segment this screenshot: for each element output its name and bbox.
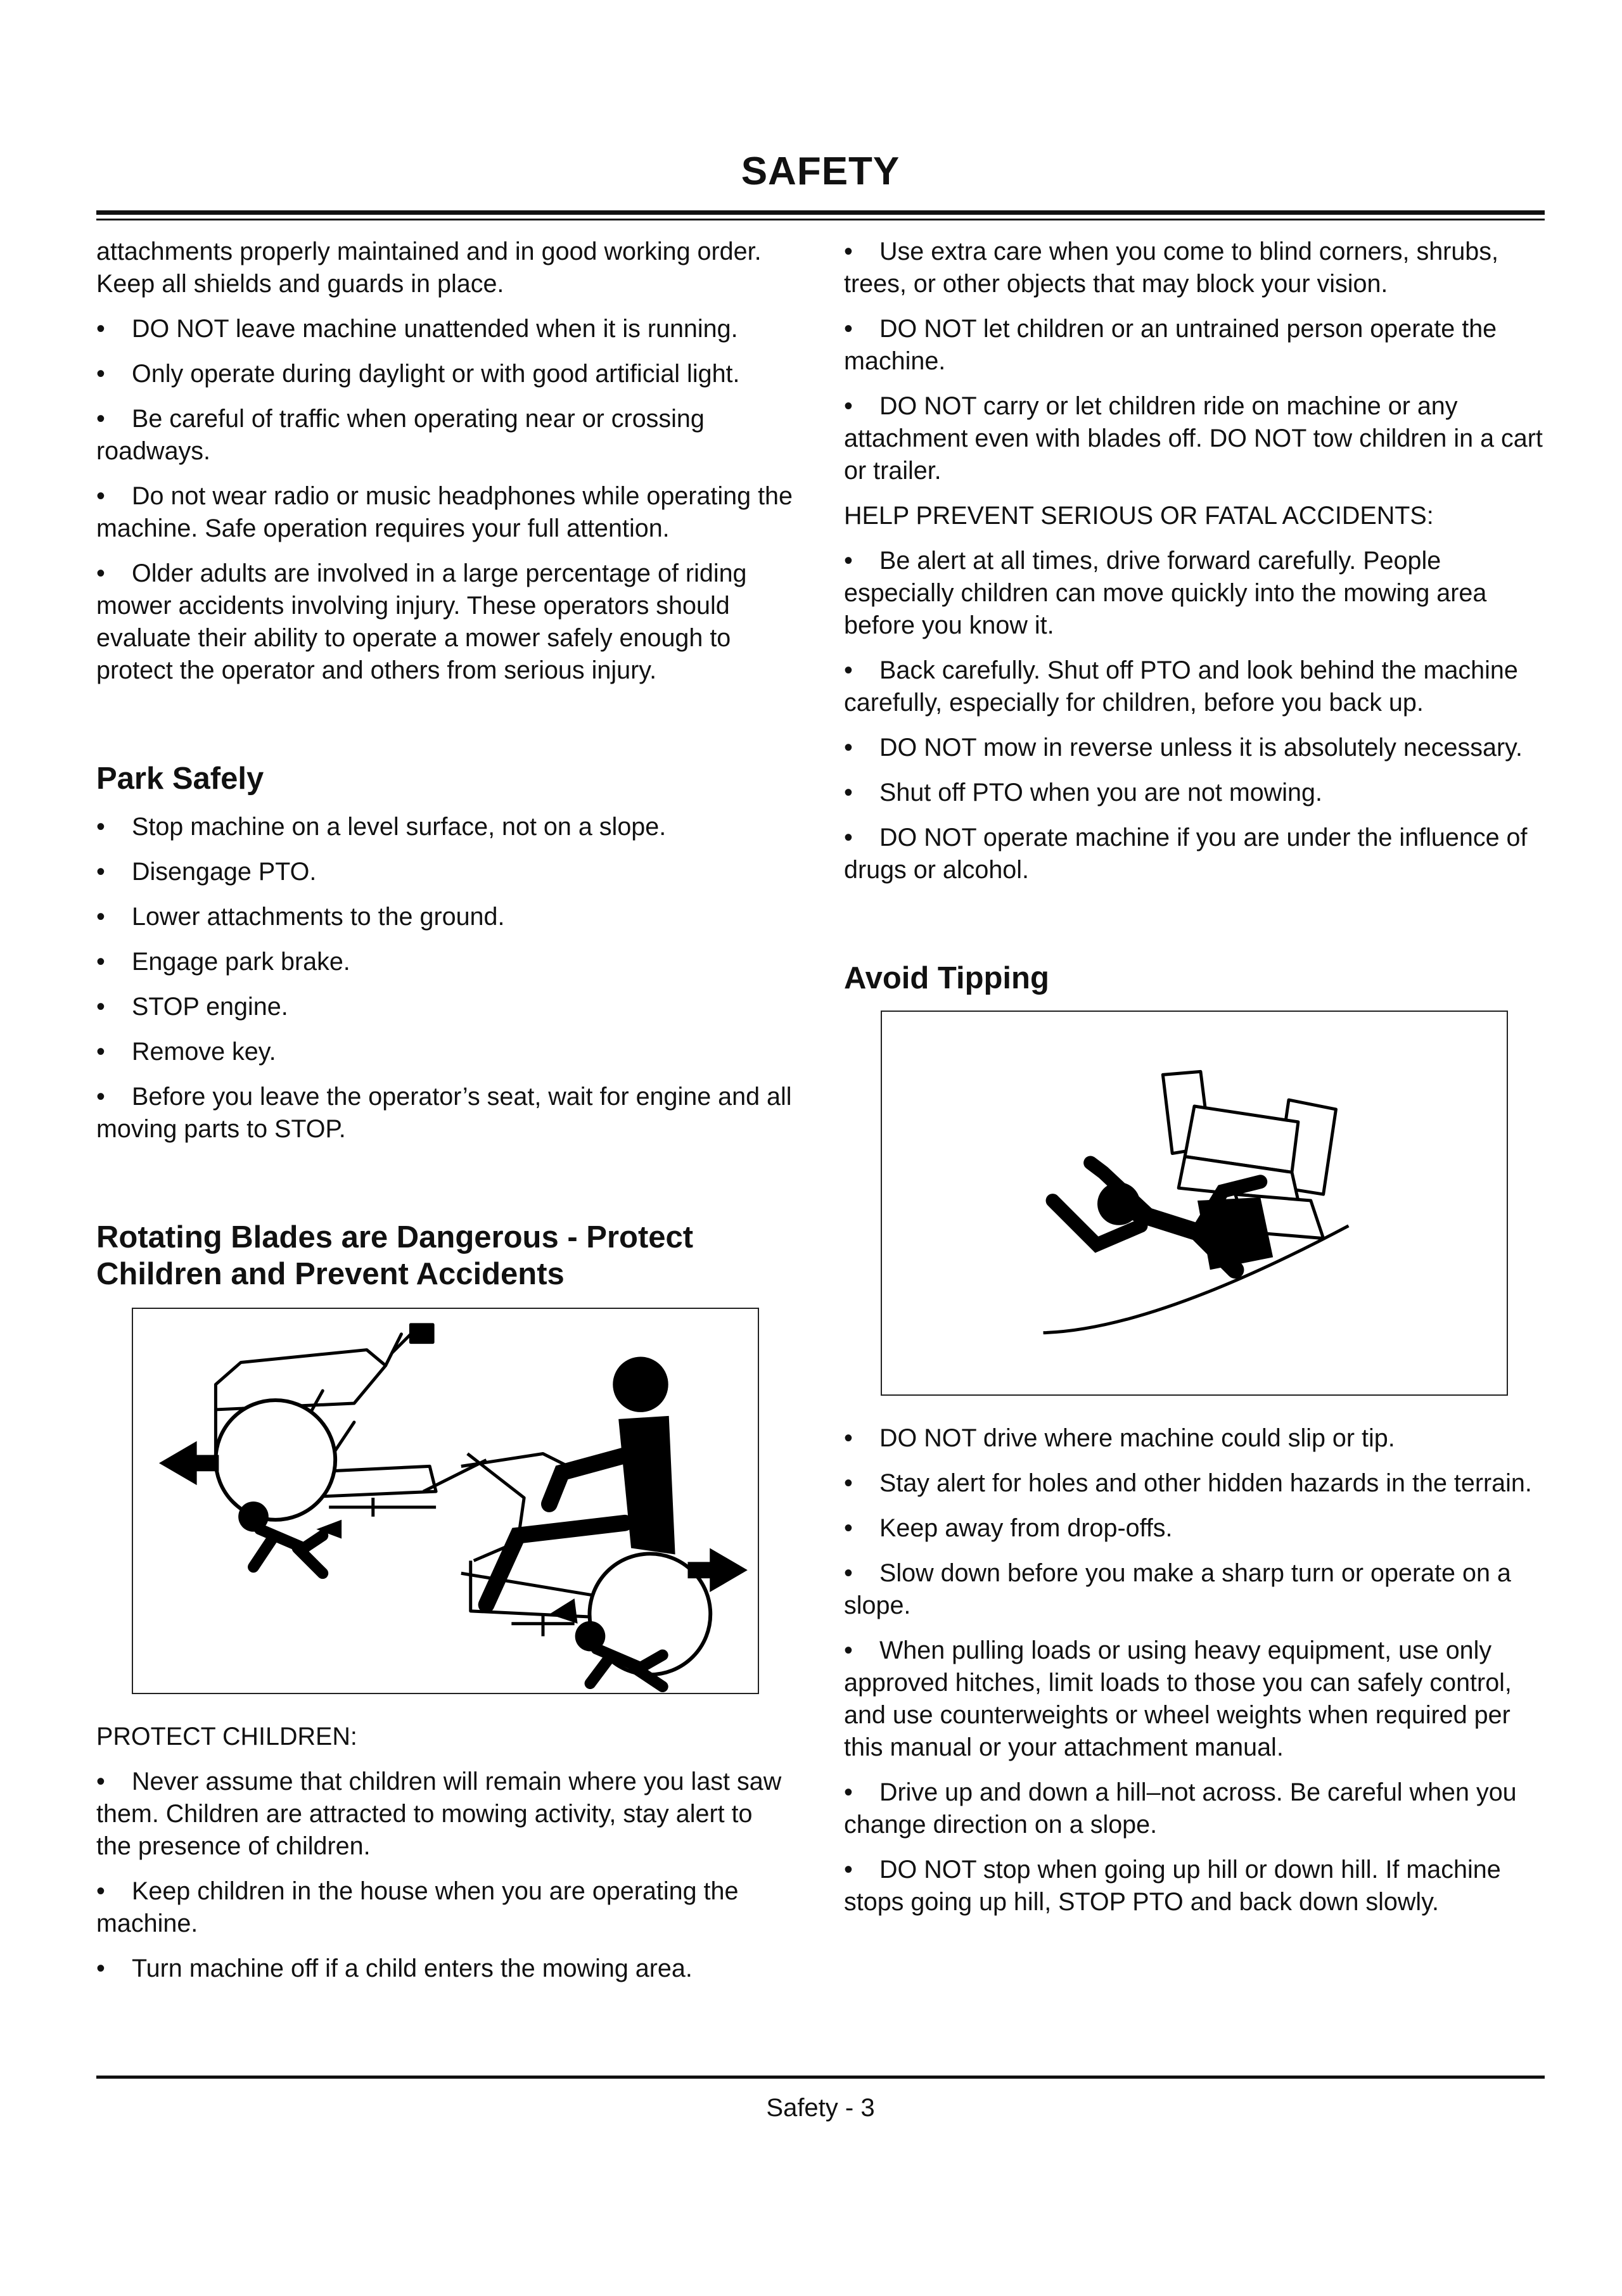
avoid-tipping-heading: Avoid Tipping	[844, 961, 1049, 995]
tipping-tractor-drawing	[882, 1012, 1507, 1394]
bullet-item: • Use extra care when you come to blind corners, shrubs, trees, or other objects that may block your vision.	[844, 236, 1545, 300]
bullet-item: • Shut off PTO when you are not mowing.	[844, 777, 1545, 809]
header-rule-thick	[96, 210, 1545, 215]
bullet-item: • Only operate during daylight or with good artificial light.	[96, 358, 793, 390]
right-column	[844, 236, 1545, 1931]
footer-rule	[96, 2076, 1545, 2079]
rotating-blades-heading-line1: Rotating Blades are Dangerous - Protect	[96, 1220, 694, 1254]
bullet-item: • Older adults are involved in a large percentage of riding mower accidents involving injury. These operators should evaluate their ability to operate a mower safely enough to protect the operator and others from serious injury.	[96, 558, 793, 687]
park-safely-heading: Park Safely	[96, 762, 264, 796]
bullet-item: • Drive up and down a hill–not across. Be careful when you change direction on a slope.	[844, 1776, 1545, 1841]
bullet-item: • Keep away from drop-offs.	[844, 1512, 1545, 1545]
bullet-item: • Lower attachments to the ground.	[96, 901, 793, 933]
bullet-item: • When pulling loads or using heavy equipment, use only approved hitches, limit loads to those you can safely control, and use counterweights or wheel weights when required per this manual or your attachment manual.	[844, 1635, 1545, 1764]
bullet-item: • DO NOT stop when going up hill or down hill. If machine stops going up hill, STOP PTO and back down slowly.	[844, 1854, 1545, 1918]
bullet-item: • Be careful of traffic when operating near or crossing roadways.	[96, 403, 793, 468]
bullet-item: • Turn machine off if a child enters the mowing area.	[96, 1953, 793, 1985]
bullet-item: • DO NOT operate machine if you are under the influence of drugs or alcohol.	[844, 822, 1545, 886]
rotating-blades-heading	[96, 1219, 793, 1292]
left-column	[96, 236, 793, 1998]
protect-children-illustration	[132, 1308, 759, 1694]
bullet-item: • Never assume that children will remain where you last saw them. Children are attracted to mowing activity, stay alert to the presence of children.	[96, 1766, 793, 1863]
bullet-item: • DO NOT let children or an untrained person operate the machine.	[844, 313, 1545, 378]
rotating-blades-heading-line2: Children and Prevent Accidents	[96, 1257, 565, 1291]
bullet-item: • Stay alert for holes and other hidden hazards in the terrain.	[844, 1467, 1545, 1500]
bullet-item: • Do not wear radio or music headphones while operating the machine. Safe operation requires your full attention.	[96, 480, 793, 545]
bullet-item: • Stop machine on a level surface, not on a slope.	[96, 811, 793, 843]
protect-children-label: PROTECT CHILDREN:	[96, 1723, 357, 1751]
page-title: SAFETY	[741, 150, 900, 193]
bullet-item: • Engage park brake.	[96, 946, 793, 978]
intro-paragraph: attachments properly maintained and in good working order. Keep all shields and guards in place.	[96, 238, 762, 298]
bullet-item: • STOP engine.	[96, 991, 793, 1023]
avoid-tipping-illustration	[881, 1011, 1508, 1396]
page-number: Safety - 3	[766, 2094, 875, 2122]
bullet-item: • Be alert at all times, drive forward carefully. People especially children can move quickly into the mowing area before you know it.	[844, 545, 1545, 642]
bullet-item: • DO NOT mow in reverse unless it is absolutely necessary.	[844, 732, 1545, 764]
bullet-item: • Disengage PTO.	[96, 856, 793, 888]
bullet-item: • Before you leave the operator’s seat, wait for engine and all moving parts to STOP.	[96, 1081, 793, 1145]
bullet-item: • Keep children in the house when you are operating the machine.	[96, 1875, 793, 1940]
bullet-item: • Back carefully. Shut off PTO and look behind the machine carefully, especially for children, before you back up.	[844, 654, 1545, 719]
help-prevent-label: HELP PREVENT SERIOUS OR FATAL ACCIDENTS:	[844, 502, 1434, 530]
bullet-item: • Slow down before you make a sharp turn or operate on a slope.	[844, 1557, 1545, 1622]
bullet-item: • DO NOT drive where machine could slip or tip.	[844, 1422, 1545, 1455]
bullet-item: • DO NOT carry or let children ride on machine or any attachment even with blades off. DO NOT tow children in a cart or trailer.	[844, 390, 1545, 487]
mower-children-drawing	[133, 1309, 758, 1693]
bullet-item: • Remove key.	[96, 1036, 793, 1068]
header-rule-thin	[96, 219, 1545, 220]
bullet-item: • DO NOT leave machine unattended when it is running.	[96, 313, 793, 345]
